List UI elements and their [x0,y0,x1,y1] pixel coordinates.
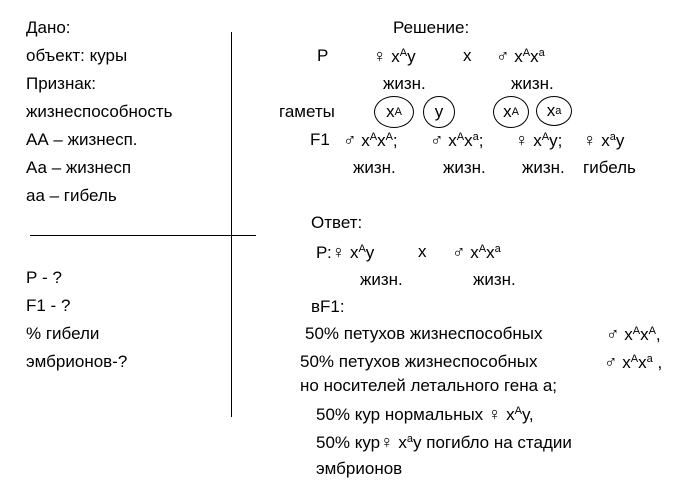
male-icon: ♂ [430,130,444,150]
answer-line-2: 50% петухов жизнеспособных [300,352,538,371]
find-death-pct: % гибели [26,324,100,343]
male-icon: ♂ [496,46,510,66]
answer-line-3: но носителей летального гена а; [300,376,557,395]
answer-female-viability: жизн. [360,270,403,289]
gamete-circle-xA-male: х А [493,96,529,128]
female-icon: ♀ [487,404,502,424]
female-icon: ♀ [515,130,529,150]
male-icon: ♂ [604,352,618,372]
p-male-viability: жизн. [511,74,554,93]
answer-male-viability: жизн. [473,270,516,289]
answer-in-f1: вF1: [311,297,345,316]
given-genotype-aa: аа – гибель [26,186,117,205]
female-icon: ♀ [373,46,387,66]
answer-line-2-genotype: ♂ $х^Ах^а$ , [604,352,663,372]
given-genotype-Aa: Аа – жизнесп [26,158,132,177]
answer-p-male: ♂ $х^Ах^а$ [452,242,501,262]
male-icon: ♂ [606,324,620,344]
female-icon: ♀ [583,130,597,150]
answer-line-4: 50% кур нормальных ♀ $х^Ау$, [316,404,534,424]
given-title: Дано: [26,18,71,37]
answer-cross: х [418,242,427,261]
f1-offspring-4: ♀ $х^ау$ [583,130,625,150]
male-icon: ♂ [452,242,466,262]
answer-line-5: 50% кур♀ $х^ау$ погибло на стадии [316,432,572,452]
female-icon: ♀ [331,242,346,262]
f1-offspring-1: ♂ $х^Ах^А$; [343,130,398,150]
gamete-circle-xa: х а [536,96,572,126]
p-female-genotype: ♀ $х^Ау$ [373,46,416,66]
p-cross: х [463,46,472,65]
f1-viability-1: жизн. [353,158,396,177]
f1-offspring-3: ♀ $х^Ау$; [515,130,563,150]
answer-p-female: Р:♀ $х^Ау$ [316,242,375,262]
given-object: объект: куры [26,46,128,65]
answer-line-6: эмбрионов [316,459,403,478]
solution-title: Решение: [393,18,470,37]
gamete-circle-xA-female: х А [374,96,414,128]
male-icon: ♂ [343,130,357,150]
vertical-divider [231,32,232,417]
answer-line-1-genotype: ♂ $х^Ах^А$, [606,324,661,344]
answer-title: Ответ: [311,213,363,232]
f1-offspring-2: ♂ $х^Ах^а$; [430,130,484,150]
given-trait-label: Признак: [26,74,96,93]
f1-viability-3: жизн. [522,158,565,177]
given-genotype-AA: АА – жизнесп. [26,130,138,149]
gamete-circle-y: у [423,96,455,128]
female-icon: ♀ [380,432,394,452]
p-female-viability: жизн. [383,74,426,93]
f1-label: F1 [310,130,330,149]
f1-viability-4: гибель [583,158,636,177]
find-p: Р - ? [26,268,62,287]
horizontal-divider [30,235,256,236]
p-male-genotype: ♂ $х^Ах^а$ [496,46,545,66]
gametes-label: гаметы [279,102,335,121]
f1-viability-2: жизн. [443,158,486,177]
p-label: Р [317,46,329,65]
find-f1: F1 - ? [26,296,71,315]
given-trait: жизнеспособность [26,102,173,121]
find-embryos: эмбрионов-? [26,352,128,371]
answer-line-1: 50% петухов жизнеспособных [305,324,543,343]
